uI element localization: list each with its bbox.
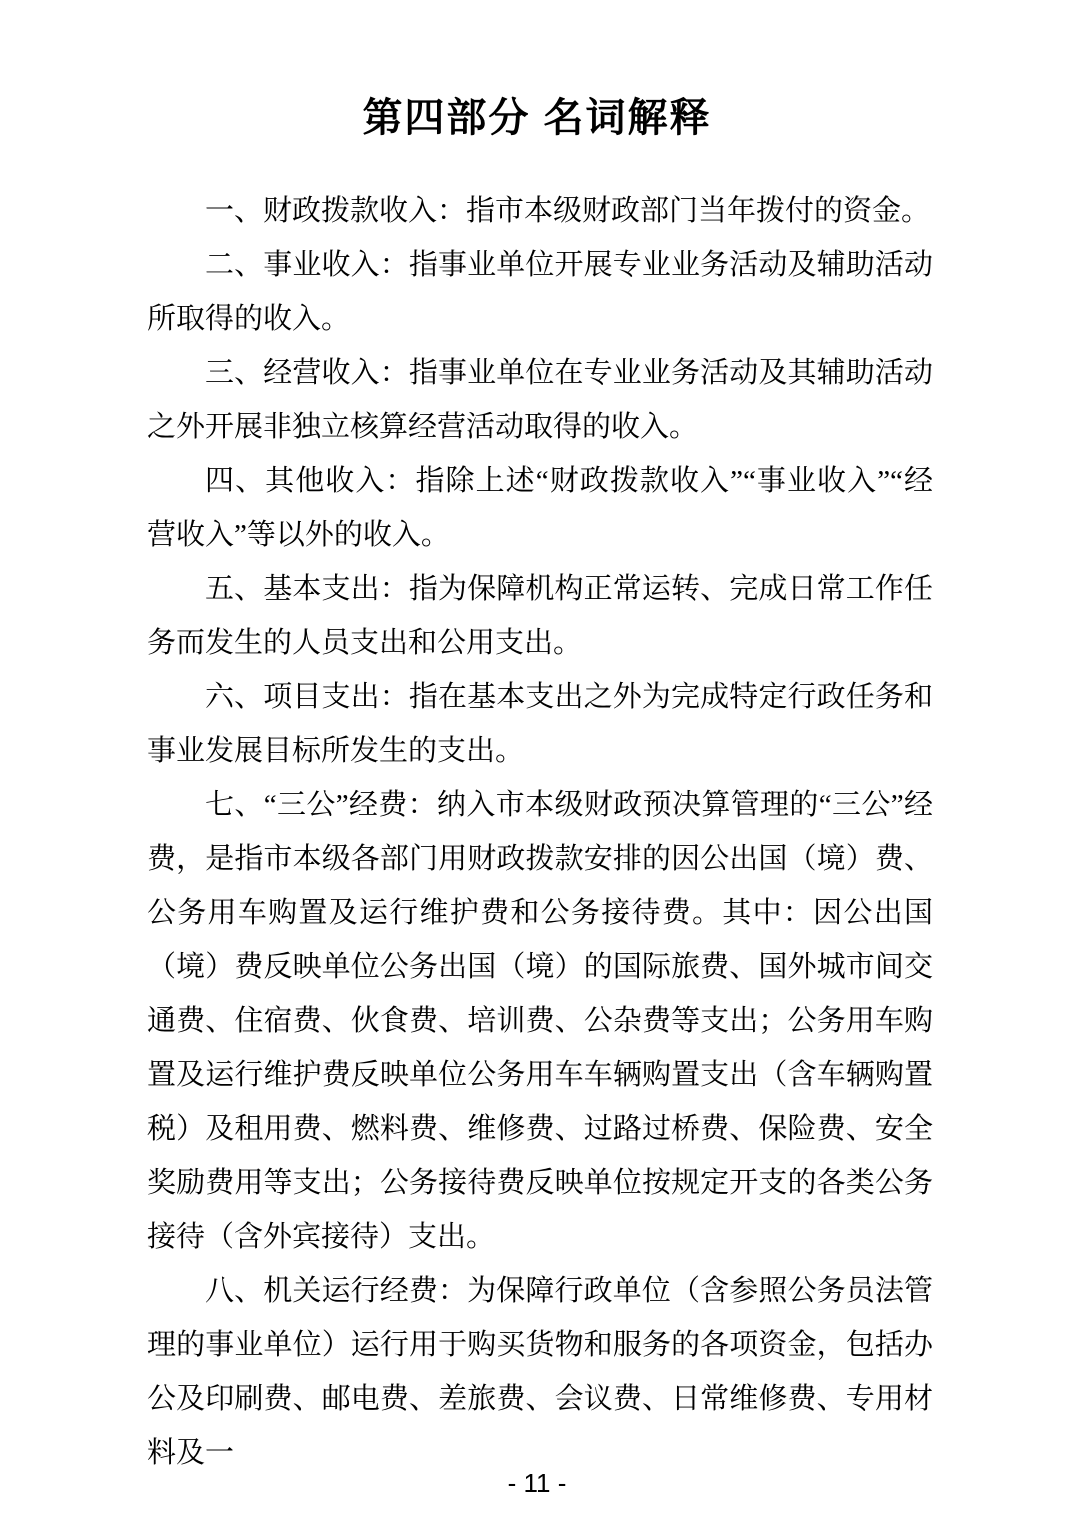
paragraph-three-public-funds: 七、“三公”经费：纳入市本级财政预决算管理的“三公”经费，是指市本级各部门用财政拨款安排的因公出国（境）费、公务用车购置及运行维护费和公务接待费。其中：因公出国（境）费反映单位公务出国（境）的国际旅费、国外城市间交通费、住宿费、伙食费、培训费、公杂费等支出；公务用车购置及运行维护费反映单位公务用车车辆购置支出（含车辆购置税）及租用费、燃料费、维修费、过路过桥费、保险费、安全奖励费用等支出；公务接待费反映单位按规定开支的各类公务接待（含外宾接待）支出。 bbox=[147, 789, 933, 1253]
paragraph-basic-expenditure: 五、基本支出：指为保障机构正常运转、完成日常工作任务而发生的人员支出和公用支出。 bbox=[147, 573, 933, 659]
paragraph-fiscal-appropriation-income: 一、财政拨款收入：指市本级财政部门当年拨付的资金。 bbox=[205, 195, 931, 227]
paragraph-other-income: 四、其他收入：指除上述“财政拨款收入”“事业收入”“经营收入”等以外的收入。 bbox=[147, 465, 933, 551]
paragraph-agency-operating-funds: 八、机关运行经费：为保障行政单位（含参照公务员法管理的事业单位）运行用于购买货物和服务的各项资金，包括办公及印刷费、邮电费、差旅费、会议费、日常维修费、专用材料及一 bbox=[147, 1275, 933, 1469]
paragraph-project-expenditure: 六、项目支出：指在基本支出之外为完成特定行政任务和事业发展目标所发生的支出。 bbox=[147, 681, 933, 767]
paragraph-institutional-income: 二、事业收入：指事业单位开展专业业务活动及辅助活动所取得的收入。 bbox=[147, 249, 933, 335]
paragraph-operating-income: 三、经营收入：指事业单位在专业业务活动及其辅助活动之外开展非独立核算经营活动取得的收入。 bbox=[147, 357, 933, 443]
document-body bbox=[147, 184, 933, 1480]
page-title: 第四部分 名词解释 bbox=[362, 96, 712, 140]
page-number: - 11 - bbox=[507, 1468, 567, 1498]
